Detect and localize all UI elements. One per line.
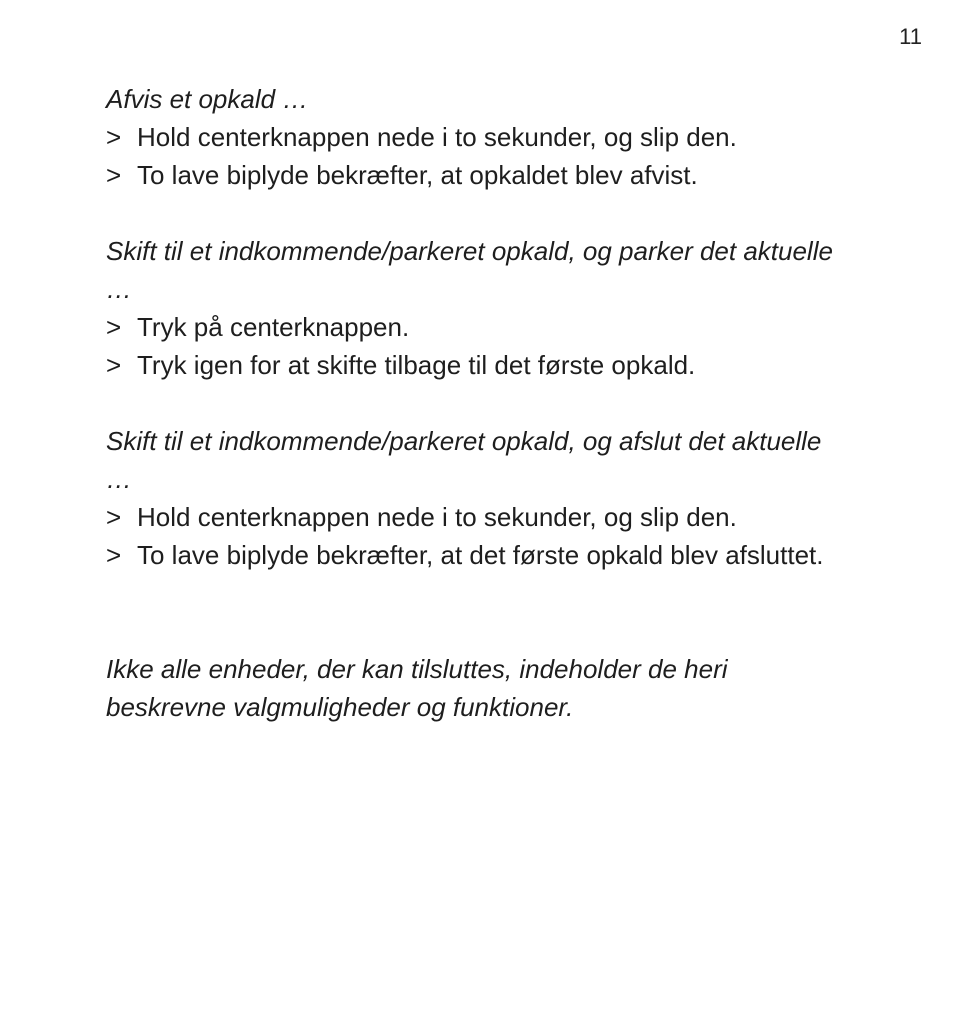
step-marker: >	[106, 350, 122, 380]
step-marker: >	[106, 122, 122, 152]
step-text: Tryk igen for at skifte tilbage til det første opkald.	[137, 350, 696, 380]
section-switch-and-hold	[106, 232, 846, 384]
step-marker: >	[106, 502, 122, 532]
step-text: Tryk på centerknappen.	[137, 312, 410, 342]
section-reject-call	[106, 80, 846, 194]
step-item	[106, 498, 846, 536]
step-item	[106, 156, 846, 194]
step-list	[106, 308, 846, 384]
page-content	[106, 80, 846, 752]
step-text: Hold centerknappen nede i to sekunder, og slip den.	[137, 122, 737, 152]
step-text: To lave biplyde bekræfter, at det første opkald blev afsluttet.	[137, 540, 824, 570]
step-item	[106, 118, 846, 156]
page-number: 11	[899, 24, 922, 49]
step-marker: >	[106, 312, 122, 342]
step-text: To lave biplyde bekræfter, at opkaldet blev afvist.	[137, 160, 698, 190]
step-list	[106, 118, 846, 194]
step-item	[106, 536, 846, 574]
section-switch-and-end	[106, 422, 846, 574]
step-item	[106, 346, 846, 384]
step-list	[106, 498, 846, 574]
step-item	[106, 308, 846, 346]
section-heading: Skift til et indkommende/parkeret opkald, og parker det aktuelle …	[106, 236, 833, 304]
step-marker: >	[106, 160, 122, 190]
step-text: Hold centerknappen nede i to sekunder, og slip den.	[137, 502, 737, 532]
step-marker: >	[106, 540, 122, 570]
section-heading: Afvis et opkald …	[106, 84, 309, 114]
footnote: Ikke alle enheder, der kan tilsluttes, indeholder de heri beskrevne valgmuligheder og funktioner.	[106, 654, 728, 722]
section-heading: Skift til et indkommende/parkeret opkald, og afslut det aktuelle …	[106, 426, 822, 494]
